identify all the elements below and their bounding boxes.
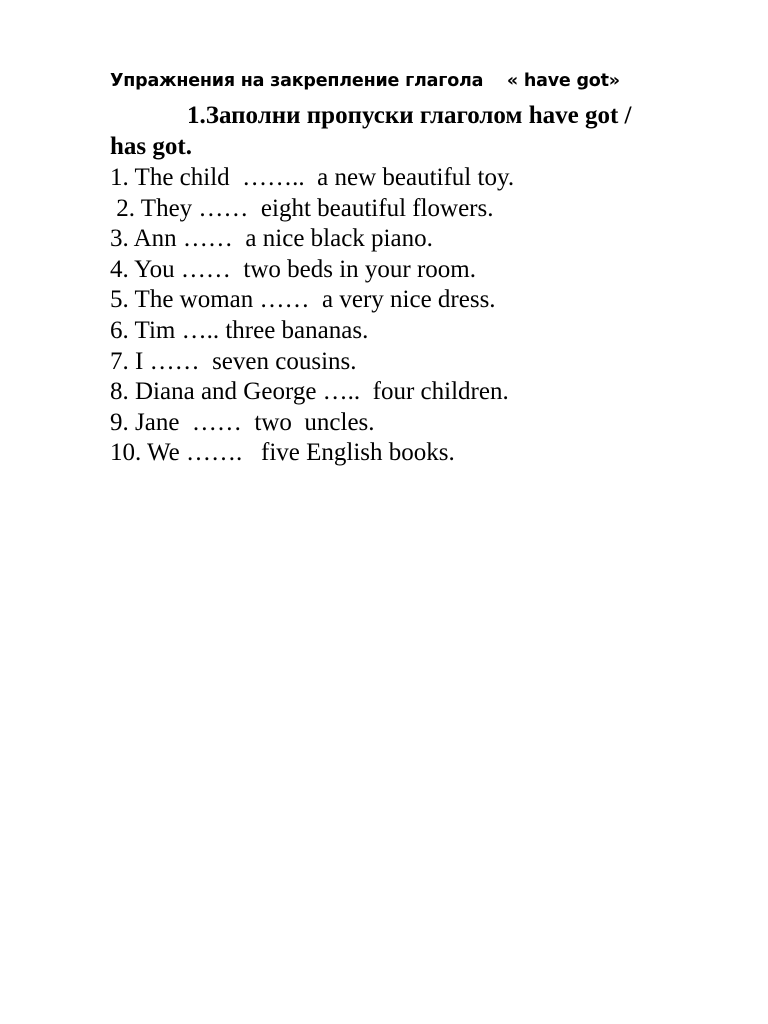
- exercise-item-3: 3. Ann …… a nice black piano.: [110, 225, 433, 253]
- exercise-item-5: 5. The woman …… a very nice dress.: [110, 286, 496, 314]
- exercise-item-9: 9. Jane …… two uncles.: [110, 408, 375, 436]
- exercise-item-2: 2. They …… eight beautiful flowers.: [110, 194, 494, 222]
- task-title-line-2: has got.: [110, 133, 192, 160]
- exercise-item-6: 6. Tim ….. three bananas.: [110, 316, 369, 344]
- exercise-item-4: 4. You …… two beds in your room.: [110, 255, 476, 283]
- exercise-item-10: 10. We ……. five English books.: [110, 439, 455, 467]
- worksheet-heading: Упражнения на закрепление глагола « have got»: [110, 71, 620, 91]
- task-title: [110, 100, 710, 162]
- exercise-item-8: 8. Diana and George ….. four children.: [110, 378, 509, 406]
- exercise-item-1: 1. The child …….. a new beautiful toy.: [110, 164, 515, 191]
- exercise-list: [110, 163, 514, 469]
- task-title-line-1: 1.Заполни пропуски глаголом have got /: [187, 102, 632, 129]
- exercise-item-7: 7. I …… seven cousins.: [110, 347, 357, 375]
